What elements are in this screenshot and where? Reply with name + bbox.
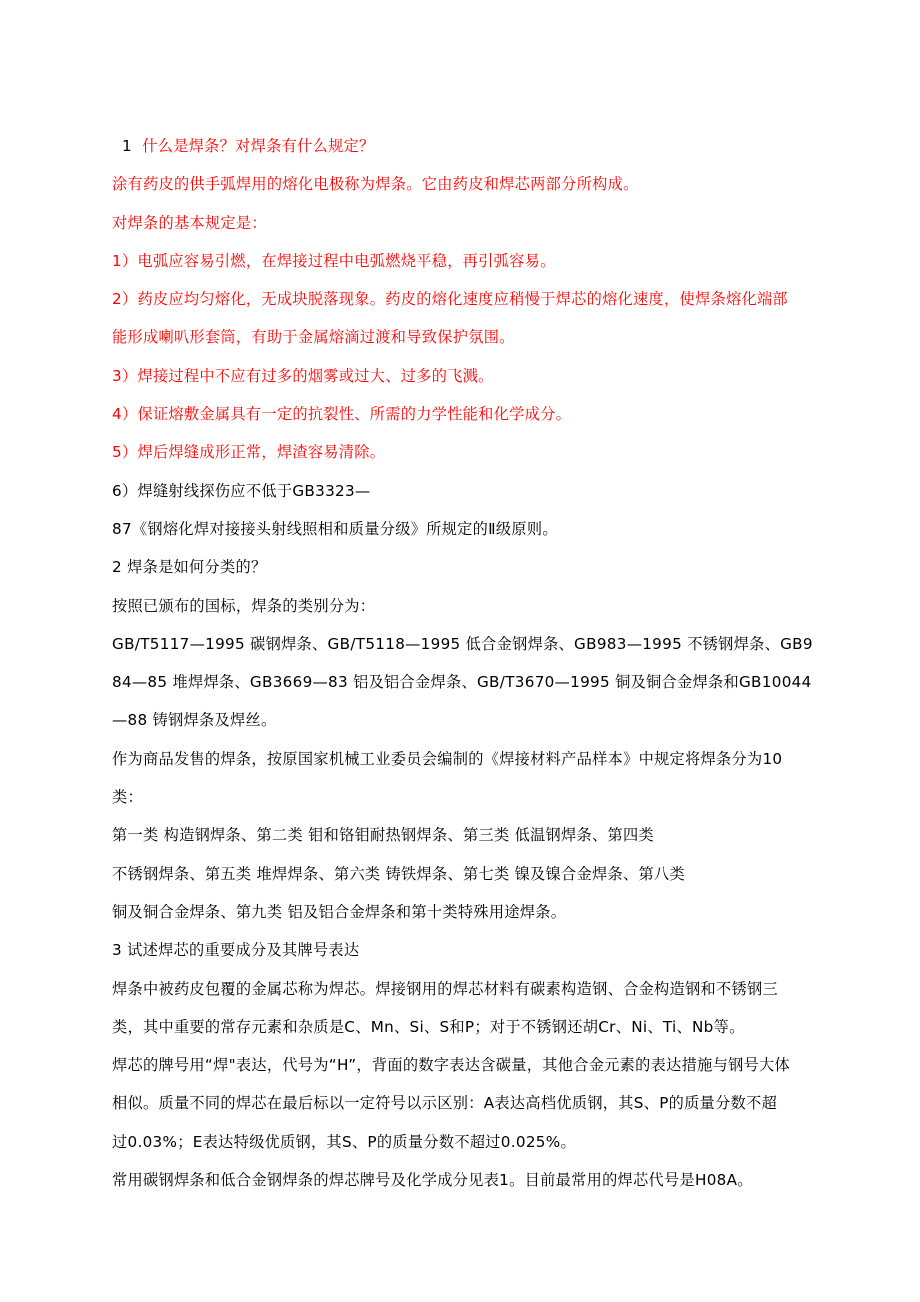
paragraph-line: 涂有药皮的供手弧焊用的熔化电极称为焊条。它由药皮和焊芯两部分所构成。 [112,175,639,194]
list-item-continuation: 能形成喇叭形套筒，有助于金属熔滴过渡和导致保护氛围。 [112,328,515,347]
paragraph-line: 焊条中被药皮包覆的金属芯称为焊芯。焊接钢用的焊芯材料有碳素构造钢、合金构造钢和不锈钢三 [112,979,778,998]
paragraph-line: —88 铸钢焊条及焊丝。 [112,711,277,730]
paragraph-line: 类： [112,788,143,807]
list-item: 1）电弧应容易引燃，在焊接过程中电弧燃烧平稳，再引弧容易。 [112,251,556,270]
list-item-continuation: 87《钢熔化焊对接接头射线照相和质量分级》所规定的Ⅱ级原则。 [112,519,558,538]
list-item: 2）药皮应均匀熔化，无成块脱落现象。药皮的熔化速度应稍慢于焊芯的熔化速度，使焊条熔化端部 [112,290,788,309]
heading-text: 什么是焊条？对焊条有什么规定？ [142,137,375,155]
paragraph-line: 过0.03%；E表达特级优质钢，其S、P的质量分数不超过0.025%。 [112,1132,576,1151]
paragraph-line: 按照已颁布的国标，焊条的类别分为： [112,596,376,615]
section2-heading: 2 焊条是如何分类的？ [112,558,267,577]
heading-number: 1 [122,137,132,155]
document-body [112,127,832,1199]
list-item: 6）焊缝射线探伤应不低于GB3323— [112,481,371,500]
paragraph-line: 焊芯的牌号用“焊"表达，代号为“H”，背面的数字表达含碳量，其他合金元素的表达措施与钢号大体 [112,1056,791,1075]
paragraph-line: 铜及铜合金焊条、第九类 铝及铝合金焊条和第十类特殊用途焊条。 [112,902,567,921]
list-item: 3）焊接过程中不应有过多的烟雾或过大、过多的飞溅。 [112,366,494,385]
paragraph-line: 相似。质量不同的焊芯在最后标以一定符号以示区别：A表达高档优质钢，其S、P的质量分数不超 [112,1094,778,1113]
paragraph-line: 84—85 堆焊焊条、GB3669—83 铝及铝合金焊条、GB/T3670—1995 铜及铜合金焊条和GB10044 [112,673,812,692]
paragraph-line: 对焊条的基本规定是： [112,213,267,232]
paragraph-line: GB/T5117—1995 碳钢焊条、GB/T5118—1995 低合金钢焊条、GB983—1995 不锈钢焊条、GB9 [112,634,813,653]
paragraph-line: 第一类 构造钢焊条、第二类 钼和铬钼耐热钢焊条、第三类 低温钢焊条、第四类 [112,826,654,845]
paragraph-line: 作为商品发售的焊条，按原国家机械工业委员会编制的《焊接材料产品样本》中规定将焊条分为10 [112,749,783,768]
list-item: 5）焊后焊缝成形正常，焊渣容易清除。 [112,443,386,462]
list-item: 4）保证熔敷金属具有一定的抗裂性、所需的力学性能和化学成分。 [112,405,572,424]
section1-heading [112,127,832,165]
paragraph-line: 不锈钢焊条、第五类 堆焊焊条、第六类 铸铁焊条、第七类 镍及镍合金焊条、第八类 [112,864,685,883]
paragraph-line: 常用碳钢焊条和低合金钢焊条的焊芯牌号及化学成分见表1。目前最常用的焊芯代号是H08A。 [112,1171,753,1190]
paragraph-line: 类，其中重要的常存元素和杂质是C、Mn、Si、S和P；对于不锈钢还胡Cr、Ni、Ti、Nb等。 [112,1017,745,1036]
section3-heading: 3 试述焊芯的重要成分及其牌号表达 [112,941,360,960]
